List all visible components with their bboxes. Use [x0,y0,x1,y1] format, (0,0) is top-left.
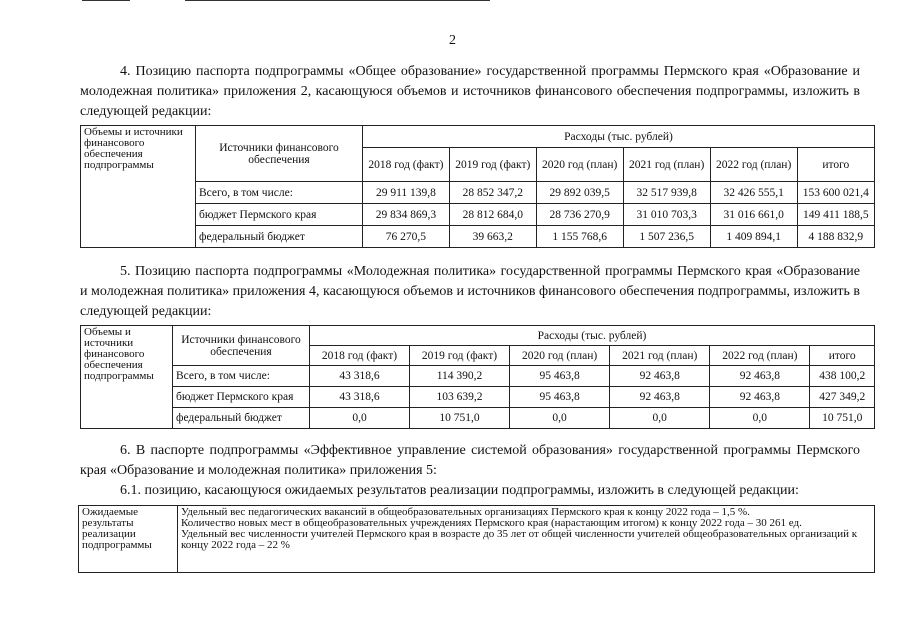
table1-col-header: 2020 год (план) [536,148,623,182]
cell-value: 76 270,5 [363,226,450,248]
cell-value: 31 016 661,0 [710,204,797,226]
cell-value: 43 318,6 [310,366,410,387]
table1-col-header: итого [797,148,874,182]
cell-value: 28 852 347,2 [449,182,536,204]
table-row [81,204,875,226]
cell-value: 95 463,8 [510,366,610,387]
table2-col-header: 2018 год (факт) [310,346,410,366]
table1-col-header: 2018 год (факт) [363,148,450,182]
page-number: 2 [449,33,456,48]
cell-value: 1 155 768,6 [536,226,623,248]
table2-col-header: 2020 год (план) [510,346,610,366]
table2-expenses-header: Расходы (тыс. рублей) [310,326,875,346]
row-name: федеральный бюджет [196,226,363,248]
table2-col-header: итого [810,346,875,366]
table3-row-label: Ожидаемые результаты реализации подпрограммы [79,506,178,573]
item-4-text: 4. Позицию паспорта подпрограммы «Общее образование» государственной программы Пермского края «Образование и молодежная политика» приложения 2, касающуюся объемов и источников финансового обеспечения подпрограммы, изложить в следующей редакции: [80,64,860,119]
cell-value: 32 517 939,8 [623,182,710,204]
cell-value: 29 911 139,8 [363,182,450,204]
top-rule-left [82,0,130,1]
cell-value: 32 426 555,1 [710,182,797,204]
result-line: Количество новых мест в общеобразовательных учреждениях Пермского края (нарастающим итогом) к концу 2022 года – 30 261 ед. [181,517,802,529]
cell-value: 92 463,8 [610,387,710,408]
table2-row-label: Объемы и источники финансового обеспечения подпрограммы [81,326,173,429]
table1-row-label: Объемы и источники финансового обеспечения подпрограммы [81,126,196,248]
paragraph-item-5 [80,262,860,322]
cell-value: 10 751,0 [810,408,875,429]
cell-value: 427 349,2 [810,387,875,408]
cell-value: 29 892 039,5 [536,182,623,204]
row-name: бюджет Пермского края [196,204,363,226]
cell-value: 149 411 188,5 [797,204,874,226]
cell-value: 31 010 703,3 [623,204,710,226]
table3-content [178,506,875,573]
cell-value: 43 318,6 [310,387,410,408]
cell-value: 39 663,2 [449,226,536,248]
table2-col-header: 2021 год (план) [610,346,710,366]
cell-value: 92 463,8 [710,387,810,408]
table-row [81,366,875,387]
table2-col-header: 2022 год (план) [710,346,810,366]
cell-value: 1 507 236,5 [623,226,710,248]
cell-value: 103 639,2 [410,387,510,408]
cell-value: 438 100,2 [810,366,875,387]
result-line: Удельный вес педагогических вакансий в общеобразовательных организациях Пермского края к концу 2022 года – 1,5 %. [181,506,750,518]
row-name: бюджет Пермского края [173,387,310,408]
table1-sources-header: Источники финансового обеспечения [196,126,363,182]
row-name: федеральный бюджет [173,408,310,429]
table-row [81,226,875,248]
table1-col-header: 2019 год (факт) [449,148,536,182]
table-youth-policy [80,325,875,429]
result-line: Удельный вес численности учителей Пермского края в возрасте до 35 лет от общей численности учителей общеобразовательных организаций к концу 2022 года – 22 % [181,528,858,551]
cell-value: 29 834 869,3 [363,204,450,226]
item-5-text: 5. Позицию паспорта подпрограммы «Молодежная политика» государственной программы Пермского края «Образование и молодежная политика» приложения 4, касающуюся объемов и источников финансового обеспечения подпрограммы, изложить в следующей редакции: [80,264,860,319]
table-row [81,387,875,408]
cell-value: 95 463,8 [510,387,610,408]
cell-value: 0,0 [310,408,410,429]
table-row [81,408,875,429]
cell-value: 1 409 894,1 [710,226,797,248]
paragraph-item-4 [80,62,860,122]
table-row [81,182,875,204]
cell-value: 92 463,8 [710,366,810,387]
row-name: Всего, в том числе: [196,182,363,204]
paragraph-item-6 [80,441,860,481]
row-name: Всего, в том числе: [173,366,310,387]
item-6-text: 6. В паспорте подпрограммы «Эффективное управление системой образования» государственной программы Пермского края «Образование и молодежная политика» приложения 5: [80,443,860,478]
paragraph-item-6-1 [80,481,860,501]
table1-col-header: 2021 год (план) [623,148,710,182]
cell-value: 28 736 270,9 [536,204,623,226]
top-rule-middle [185,0,490,1]
table2-col-header: 2019 год (факт) [410,346,510,366]
cell-value: 0,0 [710,408,810,429]
cell-value: 4 188 832,9 [797,226,874,248]
cell-value: 0,0 [610,408,710,429]
table2-sources-header: Источники финансового обеспечения [173,326,310,366]
cell-value: 10 751,0 [410,408,510,429]
cell-value: 28 812 684,0 [449,204,536,226]
table1-col-header: 2022 год (план) [710,148,797,182]
table-expected-results [78,505,875,573]
cell-value: 92 463,8 [610,366,710,387]
table1-expenses-header: Расходы (тыс. рублей) [363,126,875,148]
cell-value: 153 600 021,4 [797,182,874,204]
table-general-education [80,125,875,248]
item-6-1-text: 6.1. позицию, касающуюся ожидаемых результатов реализации подпрограммы, изложить в следующей редакции: [120,483,799,498]
cell-value: 0,0 [510,408,610,429]
cell-value: 114 390,2 [410,366,510,387]
